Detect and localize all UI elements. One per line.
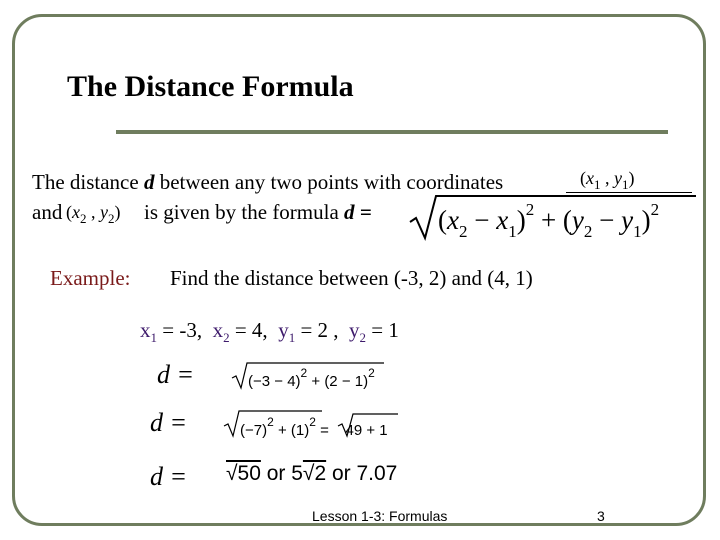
- intro-text-b: between any two points with coordinates: [159, 170, 504, 194]
- intro-d: d: [143, 170, 155, 194]
- intro-d-equals: d =: [344, 200, 372, 224]
- step3-label: d =: [150, 462, 188, 491]
- intro-text-a: The distance: [32, 170, 139, 194]
- example-label: Example:: [50, 266, 131, 290]
- intro-text-c: is given by the formula: [144, 200, 339, 224]
- point-1: ($x_1$ , $y_1$): [580, 168, 635, 192]
- given-values: $x_1 = -3$, $x_2 = 4$, $y_1 = 2$ , $y_2 = 1$: [140, 318, 399, 345]
- footer-text: Lesson 1-3: Formulas: [312, 508, 448, 524]
- step3-expression: √50 or 5√2 or 7.07: [226, 462, 398, 485]
- intro-and: and: [32, 200, 63, 224]
- slide-title: The Distance Formula: [67, 70, 354, 103]
- title-underline: [116, 130, 668, 134]
- example-text: Find the distance between (-3, 2) and (4, 1): [170, 266, 533, 290]
- point-2: ($x_2$ , $y_2$): [66, 202, 121, 226]
- page-number: 3: [597, 508, 605, 524]
- step1-label: d =: [157, 360, 195, 389]
- step2-label: d =: [150, 408, 188, 437]
- intro-line-2: [144, 200, 372, 225]
